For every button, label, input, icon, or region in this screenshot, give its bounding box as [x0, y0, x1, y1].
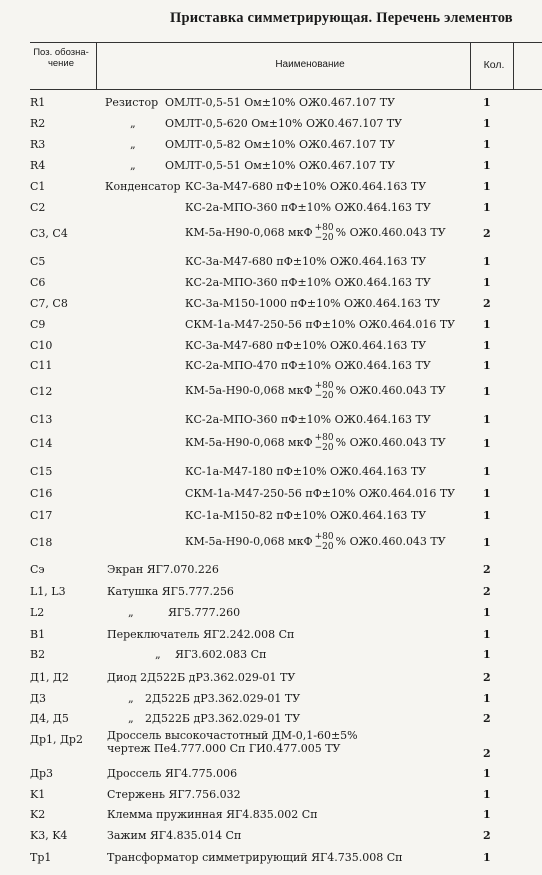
tolerance-fraction: [315, 223, 334, 243]
position-designator: R1: [30, 96, 46, 109]
quantity: 1: [483, 437, 491, 450]
quantity: 1: [483, 339, 491, 352]
position-designator: C2: [30, 201, 46, 214]
tolerance-upper: +80: [314, 381, 334, 391]
position-designator: Д3: [30, 692, 46, 705]
quantity: 1: [483, 606, 491, 619]
item-name: 2Д522Б дР3.362.029-01 ТУ: [145, 712, 301, 725]
quantity: 1: [483, 159, 491, 172]
position-designator: C5: [30, 255, 46, 268]
table-header: [30, 42, 542, 90]
position-designator: Д1, Д2: [30, 671, 69, 684]
item-name: СКМ-1а-М47-250-56 пФ±10% ОЖ0.464.016 ТУ: [185, 487, 456, 500]
position-designator: C3, C4: [30, 227, 68, 240]
quantity: 2: [483, 227, 491, 240]
item-name: Зажим ЯГ4.835.014 Сп: [107, 829, 242, 842]
item-name: ОМЛТ-0,5-51 Ом±10% ОЖ0.467.107 ТУ: [165, 96, 396, 109]
item-name: КС-2а-МПО-360 пФ±10% ОЖ0.464.163 ТУ: [185, 276, 431, 289]
item-name-part: % ОЖ0.460.043 ТУ: [335, 436, 446, 449]
ditto-mark: „: [128, 712, 134, 725]
position-designator: Tp1: [30, 851, 52, 864]
quantity: 2: [483, 712, 491, 725]
position-designator: R3: [30, 138, 46, 151]
position-designator: K2: [30, 808, 46, 821]
item-name: КС-3а-М47-680 пФ±10% ОЖ0.464.163 ТУ: [185, 339, 427, 352]
quantity: 2: [483, 297, 491, 310]
header-name: Наименование: [275, 59, 345, 70]
item-name: СКМ-1а-М47-250-56 пФ±10% ОЖ0.464.016 ТУ: [185, 318, 456, 331]
position-designator: C11: [30, 359, 53, 372]
header-position: Поз. обозна-чение: [33, 47, 89, 69]
position-designator: Д4, Д5: [30, 712, 69, 725]
quantity: 2: [483, 563, 491, 576]
ditto-mark: „: [155, 648, 161, 661]
item-name-part: КМ-5а-Н90-0,068 мкФ: [185, 436, 313, 449]
ditto-mark: „: [130, 117, 136, 130]
tolerance-lower: −20: [314, 443, 334, 453]
position-designator: L1, L3: [30, 585, 66, 598]
quantity: 2: [483, 829, 491, 842]
tolerance-upper: +80: [314, 532, 334, 542]
item-name: КС-3а-М150-1000 пФ±10% ОЖ0.464.163 ТУ: [185, 297, 441, 310]
item-name: Диод 2Д522Б дР3.362.029-01 ТУ: [107, 671, 296, 684]
quantity: 2: [483, 585, 491, 598]
item-name-line2: чертеж Пе4.777.000 Сп ГИ0.477.005 ТУ: [107, 742, 341, 755]
tolerance-lower: −20: [314, 233, 334, 243]
item-name-part: КМ-5а-Н90-0,068 мкФ: [185, 226, 313, 239]
position-designator: C15: [30, 465, 53, 478]
position-designator: R2: [30, 117, 46, 130]
quantity: 1: [483, 359, 491, 372]
position-designator: C13: [30, 413, 53, 426]
item-name: КС-2а-МПО-360 пФ±10% ОЖ0.464.163 ТУ: [185, 413, 431, 426]
position-designator: Др1, Др2: [30, 733, 83, 746]
tolerance-lower: −20: [314, 542, 334, 552]
item-name: [185, 532, 446, 552]
item-name: ОМЛТ-0,5-82 Ом±10% ОЖ0.467.107 ТУ: [165, 138, 396, 151]
item-name: КС-2а-МПО-470 пФ±10% ОЖ0.464.163 ТУ: [185, 359, 431, 372]
item-name: ОМЛТ-0,5-620 Ом±10% ОЖ0.467.107 ТУ: [165, 117, 403, 130]
tolerance-upper: +80: [314, 433, 334, 443]
quantity: 1: [483, 648, 491, 661]
item-name: Трансформатор симметрирующий ЯГ4.735.008 Сп: [107, 851, 403, 864]
position-designator: C9: [30, 318, 46, 331]
item-name-part: % ОЖ0.460.043 ТУ: [335, 226, 446, 239]
quantity: 1: [483, 117, 491, 130]
item-name: [185, 223, 446, 243]
position-designator: C17: [30, 509, 53, 522]
item-name: Дроссель высокочастотный ДМ-0,1-60±5%: [107, 729, 358, 742]
item-name: ЯГ5.777.260: [168, 606, 241, 619]
quantity: 1: [483, 318, 491, 331]
column-divider: [96, 43, 97, 89]
quantity: 1: [483, 808, 491, 821]
position-designator: C12: [30, 385, 53, 398]
position-designator: C7, C8: [30, 297, 68, 310]
header-quantity: Кол.: [483, 59, 505, 71]
position-designator: Сэ: [30, 563, 45, 576]
item-name: КС-2а-МПО-360 пФ±10% ОЖ0.464.163 ТУ: [185, 201, 431, 214]
quantity: 1: [483, 276, 491, 289]
item-type: Резистор: [105, 96, 159, 109]
position-designator: C16: [30, 487, 53, 500]
quantity: 1: [483, 628, 491, 641]
item-name: Клемма пружинная ЯГ4.835.002 Сп: [107, 808, 318, 821]
item-name: [185, 433, 446, 453]
ditto-mark: „: [130, 138, 136, 151]
quantity: 2: [483, 671, 491, 684]
position-designator: C14: [30, 437, 53, 450]
position-designator: Др3: [30, 767, 53, 780]
tolerance-fraction: [315, 381, 334, 401]
quantity: 1: [483, 487, 491, 500]
position-designator: C10: [30, 339, 53, 352]
item-name: КС-1а-М47-180 пФ±10% ОЖ0.464.163 ТУ: [185, 465, 427, 478]
quantity: 1: [483, 201, 491, 214]
quantity: 1: [483, 385, 491, 398]
item-name: КС-1а-М150-82 пФ±10% ОЖ0.464.163 ТУ: [185, 509, 427, 522]
tolerance-upper: +80: [314, 223, 334, 233]
item-name: 2Д522Б дР3.362.029-01 ТУ: [145, 692, 301, 705]
item-name: Переключатель ЯГ2.242.008 Сп: [107, 628, 295, 641]
quantity: 1: [483, 96, 491, 109]
item-name: КС-3а-М47-680 пФ±10% ОЖ0.464.163 ТУ: [185, 255, 427, 268]
item-name: Катушка ЯГ5.777.256: [107, 585, 234, 598]
ditto-mark: „: [130, 159, 136, 172]
quantity: 1: [483, 767, 491, 780]
item-type: Конденсатор: [105, 180, 181, 193]
ditto-mark: „: [128, 606, 134, 619]
item-name: Дроссель ЯГ4.775.006: [107, 767, 238, 780]
position-designator: K3, K4: [30, 829, 68, 842]
position-designator: B1: [30, 628, 46, 641]
position-designator: K1: [30, 788, 46, 801]
tolerance-fraction: [315, 433, 334, 453]
item-name: ОМЛТ-0,5-51 Ом±10% ОЖ0.467.107 ТУ: [165, 159, 396, 172]
quantity: 1: [483, 536, 491, 549]
item-name: КС-3а-М47-680 пФ±10% ОЖ0.464.163 ТУ: [185, 180, 427, 193]
item-name: Стержень ЯГ7.756.032: [107, 788, 241, 801]
quantity: 2: [483, 747, 491, 760]
ditto-mark: „: [128, 692, 134, 705]
item-name: ЯГ3.602.083 Сп: [175, 648, 267, 661]
position-designator: R4: [30, 159, 46, 172]
tolerance-lower: −20: [314, 391, 334, 401]
quantity: 1: [483, 255, 491, 268]
quantity: 1: [483, 180, 491, 193]
item-name: [185, 381, 446, 401]
column-divider: [513, 43, 514, 89]
position-designator: C6: [30, 276, 46, 289]
position-designator: C18: [30, 536, 53, 549]
quantity: 1: [483, 788, 491, 801]
quantity: 1: [483, 692, 491, 705]
quantity: 1: [483, 851, 491, 864]
position-designator: B2: [30, 648, 46, 661]
tolerance-fraction: [315, 532, 334, 552]
document-title: Приставка симметрирующая. Перечень элементов: [170, 10, 513, 26]
item-name-part: КМ-5а-Н90-0,068 мкФ: [185, 384, 313, 397]
item-name-part: КМ-5а-Н90-0,068 мкФ: [185, 535, 313, 548]
quantity: 1: [483, 509, 491, 522]
item-name-part: % ОЖ0.460.043 ТУ: [335, 535, 446, 548]
item-name-part: % ОЖ0.460.043 ТУ: [335, 384, 446, 397]
quantity: 1: [483, 138, 491, 151]
position-designator: C1: [30, 180, 46, 193]
position-designator: L2: [30, 606, 45, 619]
item-name: Экран ЯГ7.070.226: [107, 563, 219, 576]
quantity: 1: [483, 465, 491, 478]
quantity: 1: [483, 413, 491, 426]
